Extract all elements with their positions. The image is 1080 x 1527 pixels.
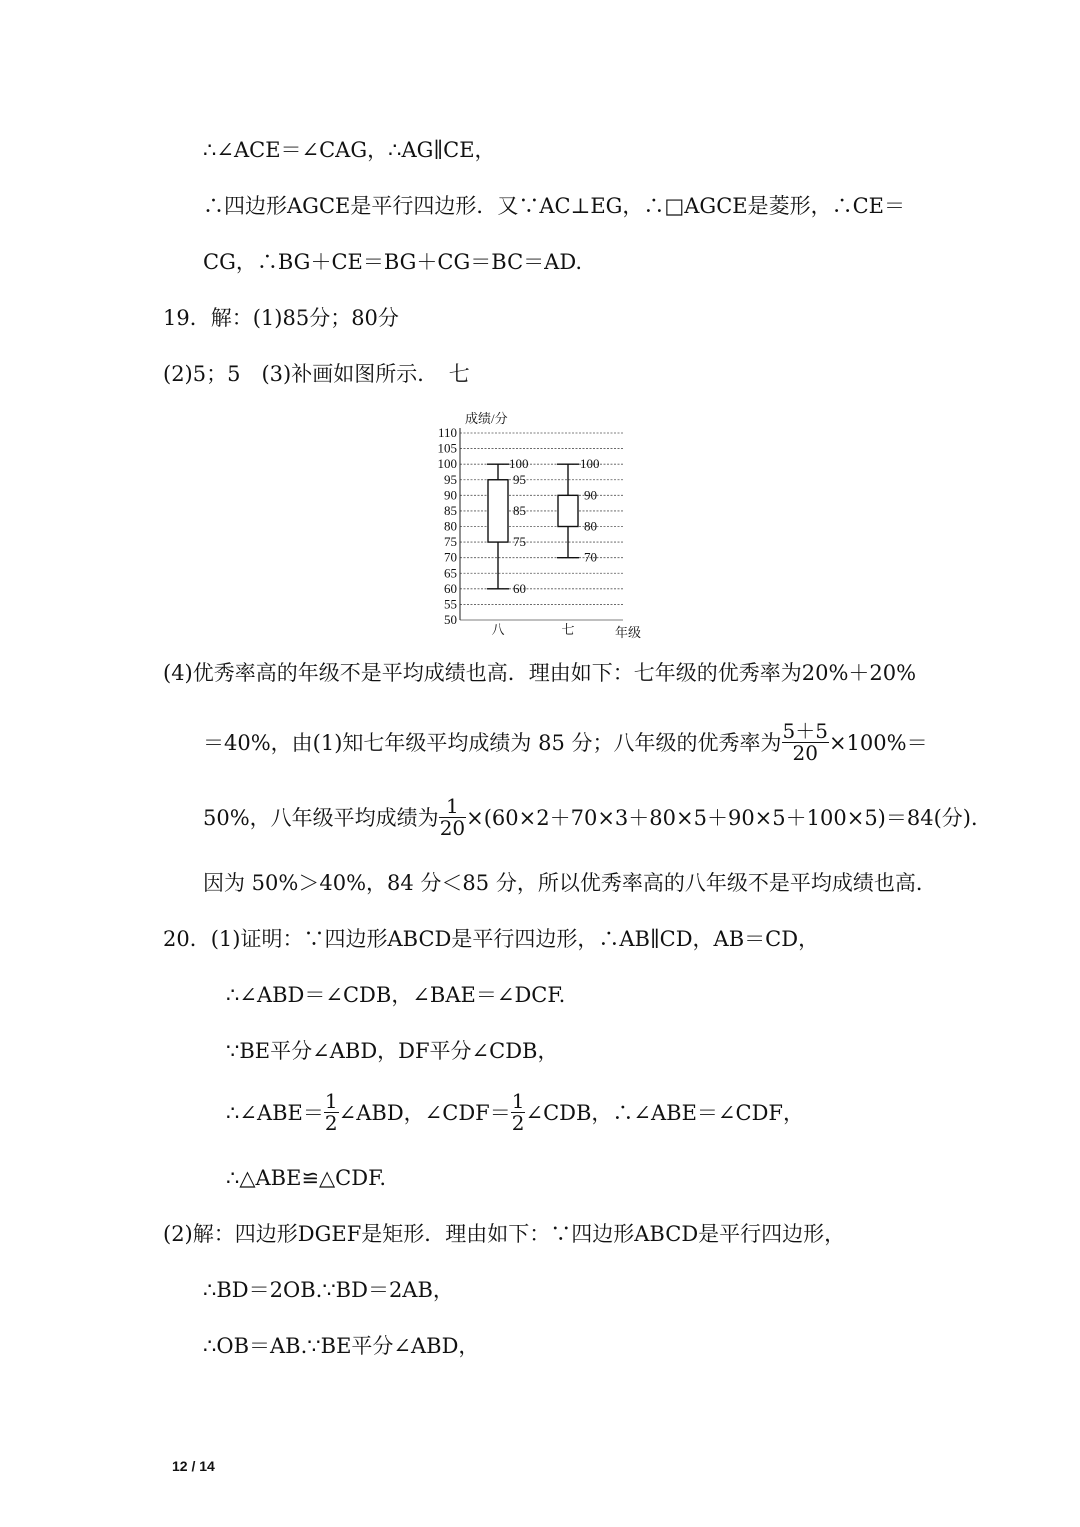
text-line-13 [226,1089,804,1136]
text-line-8 [203,794,992,841]
text-line-15: (2)解：四边形DGEF是矩形．理由如下：∵四边形ABCD是平行四边形， [163,1222,846,1246]
y-tick-label: 110 [437,425,457,440]
text-line-5: (2)5；5 (3)补画如图所示． 七 [163,362,470,386]
fraction-denominator: 2 [324,1111,338,1135]
fraction-denominator: 2 [511,1111,525,1135]
fraction-numerator: 1 [511,1089,525,1113]
text-line-7-a: ＝40%，由(1)知七年级平均成绩为 85 分；八年级的优秀率为 [203,731,782,755]
text-line-12: ∵BE平分∠ABD，DF平分∠CDB， [226,1039,559,1063]
y-axis-label: 成绩/分 [465,411,508,426]
data-label: 100 [580,456,600,472]
data-label: 80 [584,518,597,534]
x-tick-label: 七 [561,622,575,637]
fraction [439,796,466,839]
text-line-11: ∴∠ABD＝∠CDB，∠BAE＝∠DCF. [226,983,566,1007]
y-tick-label: 65 [444,565,457,581]
data-label: 70 [584,549,597,565]
text-line-4: 19．解：(1)85分；80分 [163,306,399,330]
y-tick-label: 90 [444,487,457,503]
fraction-denominator: 20 [792,741,818,765]
text-line-9: 因为 50%＞40%，84 分＜85 分，所以优秀率高的八年级不是平均成绩也高． [203,871,937,895]
y-tick-label: 55 [444,596,457,612]
text-line-17: ∴OB＝AB.∵BE平分∠ABD， [203,1334,480,1358]
text-line-13-c: ∠CDB，∴∠ABE＝∠CDF， [525,1101,804,1125]
text-line-7-b: ×100%＝ [828,731,928,755]
text-line-7 [203,719,928,766]
fraction-numerator: 1 [324,1089,338,1113]
fraction-numerator: 5＋5 [782,719,828,743]
y-tick-label: 100 [437,456,457,472]
boxplot-chart [425,405,655,645]
text-line-1: ∴∠ACE＝∠CAG，∴AG∥CE， [203,138,496,162]
y-tick-label: 50 [444,612,457,627]
y-tick-label: 105 [437,440,457,456]
text-line-8-a: 50%，八年级平均成绩为 [203,806,439,830]
text-line-16: ∴BD＝2OB.∵BD＝2AB， [203,1278,454,1302]
page-number: 12 / 14 [172,1458,215,1474]
y-tick-label: 70 [444,549,457,565]
x-axis-label: 年级 [615,625,642,640]
text-line-6: (4)优秀率高的年级不是平均成绩也高．理由如下：七年级的优秀率为20%＋20% [163,661,917,685]
data-label: 75 [513,534,526,550]
fraction [782,721,829,764]
text-line-2: ∴四边形AGCE是平行四边形．又∵AC⊥EG，∴□AGCE是菱形，∴CE＝ [203,194,906,218]
data-label: 85 [513,502,526,518]
text-line-3: CG，∴BG＋CE＝BG＋CG＝BC＝AD. [203,250,583,274]
data-label: 100 [509,456,529,472]
x-tick-label: 八 [491,622,505,637]
box [558,495,578,526]
text-line-10: 20．(1)证明：∵四边形ABCD是平行四边形，∴AB∥CD，AB＝CD， [163,927,820,951]
y-tick-label: 75 [444,534,457,550]
text-line-14: ∴△ABE≌△CDF. [226,1166,387,1190]
data-label: 95 [513,471,526,487]
data-label: 60 [513,580,526,596]
text-line-13-b: ∠ABD，∠CDF＝ [338,1101,511,1125]
text-line-8-b: ×(60×2＋70×3＋80×5＋90×5＋100×5)＝84(分)． [466,806,992,830]
y-tick-label: 85 [444,502,457,518]
fraction-numerator: 1 [439,796,466,818]
fraction-denominator: 20 [439,816,466,840]
fraction [511,1091,526,1134]
y-tick-label: 80 [444,518,457,534]
y-tick-label: 60 [444,580,457,596]
box [488,480,508,542]
data-label: 90 [584,487,597,503]
y-tick-label: 95 [444,471,457,487]
fraction [324,1091,339,1134]
text-line-13-a: ∴∠ABE＝ [226,1101,324,1125]
